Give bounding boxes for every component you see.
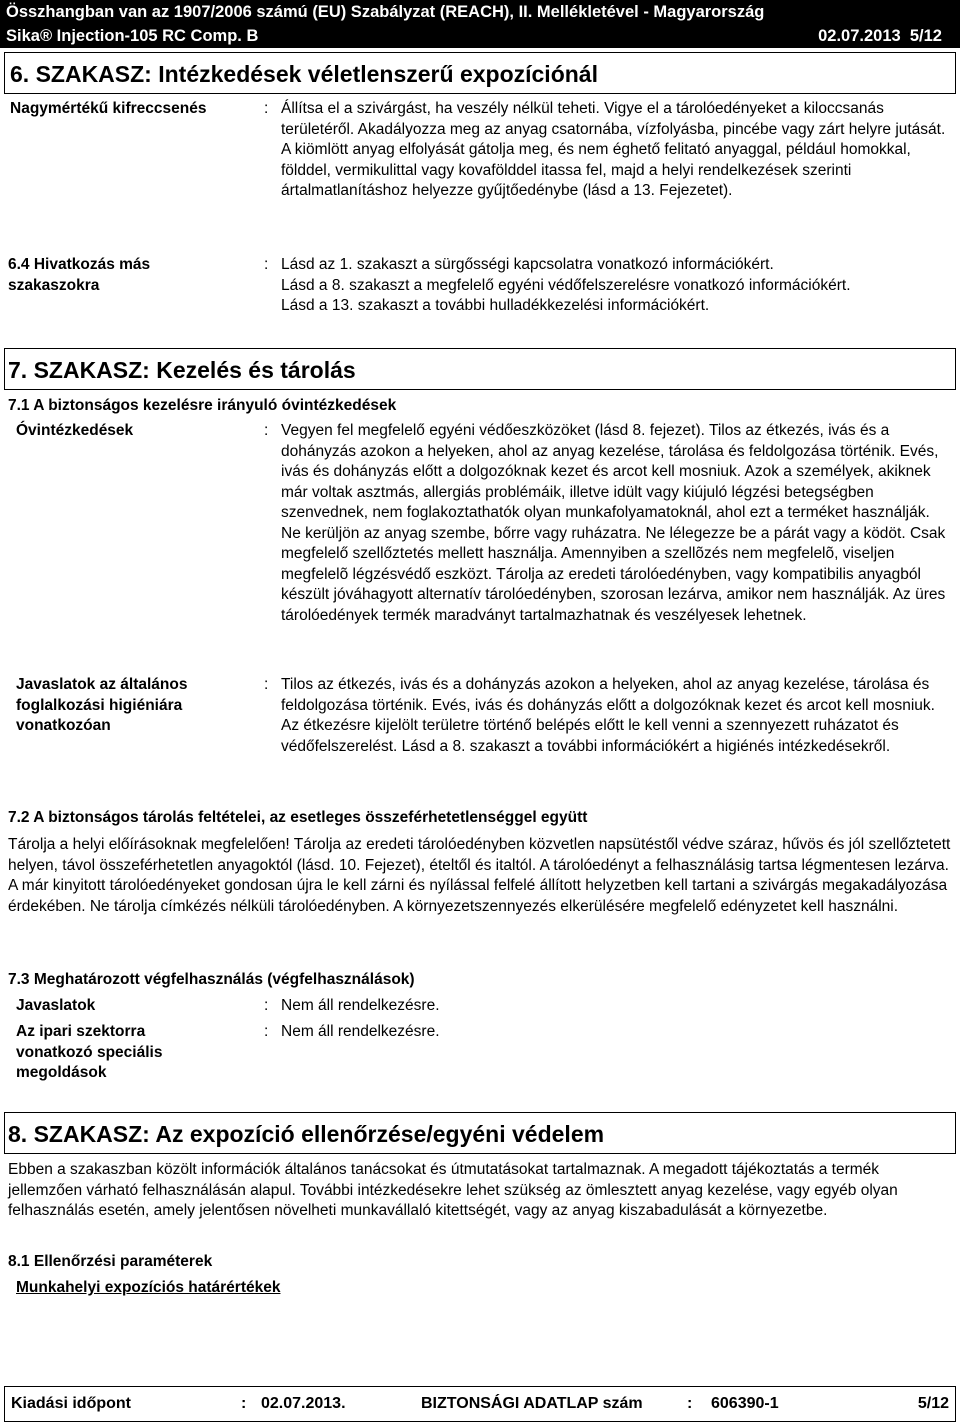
recommendations-label: Javaslatok	[16, 997, 96, 1014]
document-header-regulation: Összhangban van az 1907/2006 számú (EU) Szabályzat (REACH), II. Mellékletével - Magyarország	[0, 0, 960, 24]
hygiene-text: Tilos az étkezés, ivás és a dohányzás azokon a helyeken, ahol az anyag kezelése, tárolása és feldolgozása történik. Evés, ivás és dohányzás előtt a dolgozóknak kezet és arcot kell mosniuk. Az étkezésre kijelölt területre történő belépés előtt le kell venni a szennyezett ruházatot és védőfelszerelést. Lásd a 8. szakaszt a további információkért a higiénés intézkedésekről.	[281, 676, 935, 755]
industrial-solutions-label: Az ipari szektorra vonatkozó speciális megoldások	[16, 1023, 163, 1081]
colon: :	[264, 100, 269, 117]
colon: :	[264, 1023, 269, 1040]
section-6-title: 6. SZAKASZ: Intézkedések véletlenszerű expozíciónál	[10, 61, 598, 87]
section-7-3-heading: 7.3 Meghatározott végfelhasználás (végfelhasználások)	[8, 971, 415, 988]
storage-text: Tárolja a helyi előírásoknak megfelelően! Tárolja az eredeti tárolóedényben közvetlen napsütéstől védve száraz, hűvös és jól szellőztetett helyen, távol összeférhetetlen anyagoktól (lásd. 10. Fejezet), ételtől és italtól. A tárolóedényt a felhasználásig tartsa légmentesen lezárva. A már kinyitott tárolóedényeket gondosan újra le kell zárni és nyílással felfelé állított helyzetben kell tartani a szivárgás megakadályozása érdekében. Ne tárolja címkézés nélküli tárolóedényben. A környezetszennyezés elkerülésére megfelelő edényzetet kell használni.	[8, 836, 951, 915]
document-footer	[4, 1386, 956, 1422]
reference-line: Lásd a 8. szakaszt a megfelelő egyéni védőfelszerelésre vonatkozó információkért.	[281, 276, 851, 294]
section-6-4-references	[281, 255, 951, 317]
header-date-page: 02.07.2013 5/12	[818, 27, 942, 45]
section-7-title: 7. SZAKASZ: Kezelés és tárolás	[8, 357, 356, 383]
large-spill-text: Állítsa el a szivárgást, ha veszély nélkül teheti. Vigye el a tárolóedényeket a kiloccsanás területéről. Akadályozza meg az anyag csatornába, vízfolyásba, pincébe vagy zárt helyre jutását. A kiömlött anyag elfolyását gátolja meg, és nem éghető felitató anyaggal, például homokkal, földdel, vermikulittal vagy kovafölddel itassa fel, majd a helyi rendelkezések szerinti ártalmatlanításhoz helyezze gyűjtőedénybe (lásd a 13. Fejezetet).	[281, 100, 946, 199]
hygiene-label: Javaslatok az általános foglalkozási higiéniára vonatkozóan	[16, 676, 188, 734]
sds-number-label: BIZTONSÁGI ADATLAP szám	[421, 1395, 643, 1412]
document-header-product-bar	[0, 24, 960, 48]
recommendations-value: Nem áll rendelkezésre.	[281, 997, 440, 1014]
colon: :	[264, 676, 269, 693]
precautions-label: Óvintézkedések	[16, 422, 134, 439]
colon: :	[264, 997, 269, 1014]
sds-number: 606390-1	[711, 1395, 779, 1412]
section-8-1-heading: 8.1 Ellenőrzési paraméterek	[8, 1253, 213, 1270]
reference-line: Lásd a 13. szakaszt a további hulladékkezelési információkért.	[281, 297, 710, 314]
footer-page-number: 5/12	[917, 1395, 949, 1412]
section-7-1-heading: 7.1 A biztonságos kezelésre irányuló óvintézkedések	[8, 397, 397, 414]
section-8-title: 8. SZAKASZ: Az expozíció ellenőrzése/egyéni védelem	[8, 1121, 605, 1147]
section-6-4-label: 6.4 Hivatkozás más szakaszokra	[8, 256, 151, 294]
product-name: Sika® Injection-105 RC Comp. B	[6, 27, 259, 45]
issue-date-label: Kiadási időpont	[11, 1395, 131, 1412]
colon: :	[687, 1395, 693, 1412]
colon: :	[241, 1395, 247, 1412]
section-8-intro: Ebben a szakaszban közölt információk általános tanácsokat és útmutatásokat tartalmaznak. A megadott tájékoztatás a termék jellemzően várható felhasználásán alapul. További intézkedésekre lehet szükség az ömlesztett anyag kezelése, vagy egyéb olyan felhasználás esetén, amely jelentősen növelheti munkavállaló kitettségét, vagy az anyag kiszabadulását a környezetbe.	[8, 1161, 898, 1219]
exposure-limits-heading: Munkahelyi expozíciós határértékek	[16, 1279, 281, 1296]
large-spill-label: Nagymértékű kifreccsenés	[10, 100, 207, 117]
colon: :	[264, 256, 269, 273]
reference-line: Lásd az 1. szakaszt a sürgősségi kapcsolatra vonatkozó információkért.	[281, 256, 774, 273]
colon: :	[264, 422, 269, 439]
industrial-solutions-value: Nem áll rendelkezésre.	[281, 1023, 440, 1040]
section-7-2-heading: 7.2 A biztonságos tárolás feltételei, az esetleges összeférhetetlenséggel együtt	[8, 809, 588, 826]
precautions-text: Vegyen fel megfelelő egyéni védőeszközöket (lásd 8. fejezet). Tilos az étkezés, ivás és a dohányzás azokon a helyeken, ahol az anyag kezelése, tárolása és feldolgozása történik. Evés, ivás és dohányzás előtt a dolgozóknak kezet és arcot kell mosniuk. Azok a személyek, akiknek már voltak asztmás, allergiás problémáik, illetve idült vagy kiújuló légzési betegségben szenvednek, nem foglakoztathatók olyan munkafolyamatoknál, ahol ezt a terméket használják. Ne kerüljön az anyag szembe, bőrre vagy ruházatra. Ne lélegezze be a párát vagy a ködöt. Csak megfelelő szellőztetés mellett használja. Amennyiben a szellõzés nem megfelelõ, viseljen megfelelõ légzésvédő eszközt. Tárolja az eredeti tárolóedényben, vagy kompatibilis anyagból készült jóváhagyott alternatív tárolóedényben, szorosan lezárva, amikor nem használják. Az üres tárolóedények termék maradványt tartalmazhatnak és veszélyesek lehetnek.	[281, 422, 946, 624]
issue-date: 02.07.2013.	[261, 1395, 346, 1412]
